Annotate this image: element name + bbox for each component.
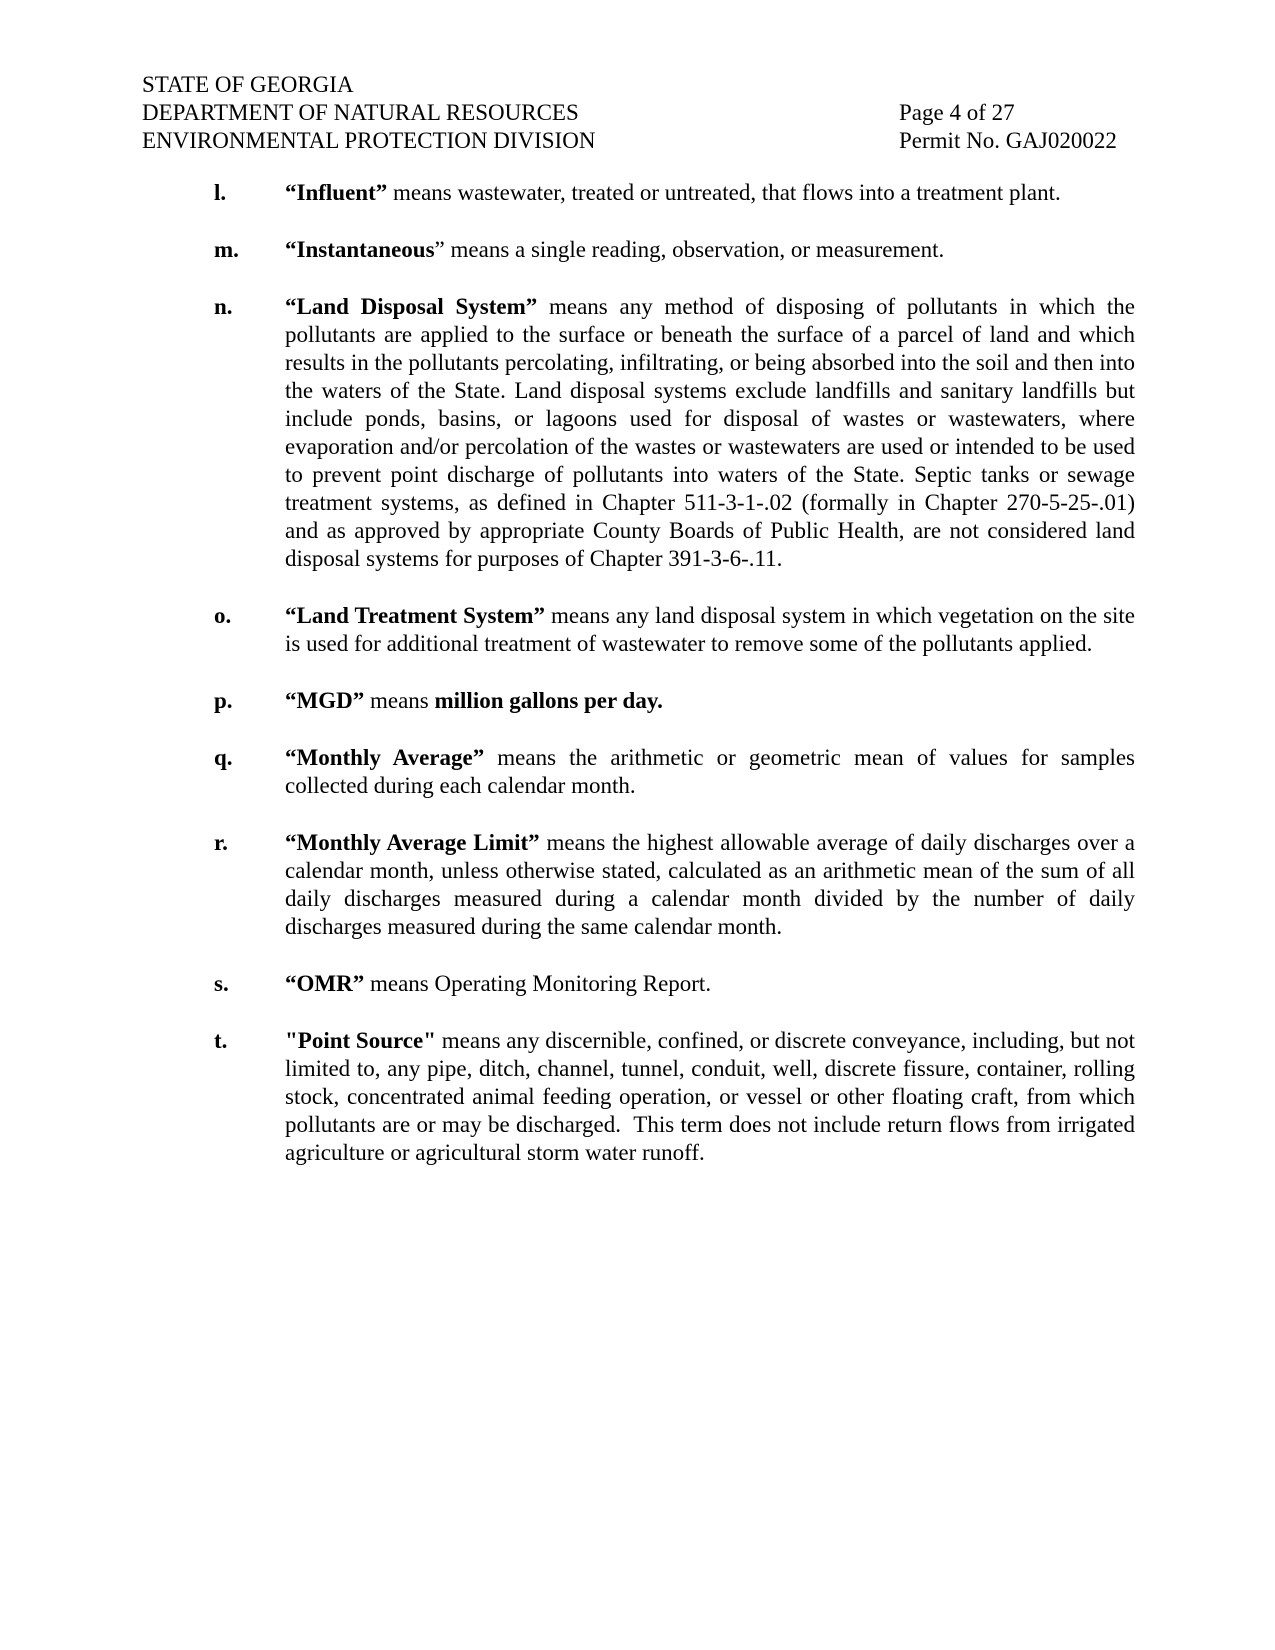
definition-text: “Land Disposal System” means any method of disposing of pollutants in which the pollutants are applied to the surface or beneath the surface of a parcel of land and which results in the pollutants percolating, infiltrating, or being absorbed into the soil and then into the waters of the State. Land disposal systems exclude landfills and sanitary landfills but include ponds, basins, or lagoons used for disposal of wastes or wastewaters, where evaporation and/or percolation of the wastes or wastewaters are used or intended to be used to prevent point discharge of pollutants into waters of the State. Septic tanks or sewage treatment systems, as defined in Chapter 511-3-1-.02 (formally in Chapter 270-5-25-.01) and as approved by appropriate County Boards of Public Health, are not considered land disposal systems for purposes of Chapter 391-3-6-.11. bbox=[285, 294, 1135, 571]
definition-label: s. bbox=[214, 971, 229, 996]
definition-item-p bbox=[214, 687, 1135, 715]
definition-item-r bbox=[214, 829, 1135, 941]
definitions-list bbox=[214, 179, 1135, 1196]
definition-text: "Point Source" means any discernible, confined, or discrete conveyance, including, but not limited to, any pipe, ditch, channel, tunnel, conduit, well, discrete fissure, container, rolling stock, concentrated animal feeding operation, or vessel or other floating craft, from which pollutants are or may be discharged. This term does not include return flows from irrigated agriculture or agricultural storm water runoff. bbox=[285, 1028, 1135, 1165]
definition-item-l bbox=[214, 179, 1135, 207]
definition-label: q. bbox=[214, 745, 233, 770]
header-page-number: Page 4 of 27 bbox=[899, 100, 1015, 125]
definition-item-m bbox=[214, 236, 1135, 264]
header-line-state: STATE OF GEORGIA bbox=[142, 72, 354, 97]
header-page-block bbox=[899, 99, 1117, 155]
definition-text: “Instantaneous” means a single reading, observation, or measurement. bbox=[285, 237, 945, 262]
definition-item-n bbox=[214, 293, 1135, 573]
definition-text: “OMR” means Operating Monitoring Report. bbox=[285, 971, 712, 996]
definition-label: r. bbox=[214, 830, 228, 855]
definition-item-o bbox=[214, 602, 1135, 658]
definition-item-q bbox=[214, 744, 1135, 800]
header-permit-number: Permit No. GAJ020022 bbox=[899, 128, 1117, 153]
definition-text: “Monthly Average Limit” means the highest allowable average of daily discharges over a calendar month, unless otherwise stated, calculated as an arithmetic mean of the sum of all daily discharges measured during a calendar month divided by the number of daily discharges measured during the same calendar month. bbox=[285, 830, 1135, 939]
definition-text: “MGD” means million gallons per day. bbox=[285, 688, 663, 713]
definition-label: t. bbox=[214, 1028, 228, 1053]
definition-label: m. bbox=[214, 237, 239, 262]
definition-text: “Monthly Average” means the arithmetic or geometric mean of values for samples collected during each calendar month. bbox=[285, 745, 1135, 798]
definition-label: l. bbox=[214, 180, 227, 205]
document-header bbox=[142, 71, 1137, 155]
definition-text: “Influent” means wastewater, treated or untreated, that flows into a treatment plant. bbox=[285, 180, 1061, 205]
definition-label: p. bbox=[214, 688, 233, 713]
definition-label: n. bbox=[214, 294, 233, 319]
header-line-department: DEPARTMENT OF NATURAL RESOURCES bbox=[142, 100, 579, 125]
definition-item-t bbox=[214, 1027, 1135, 1167]
definition-label: o. bbox=[214, 603, 232, 628]
definition-item-s bbox=[214, 970, 1135, 998]
header-line-division: ENVIRONMENTAL PROTECTION DIVISION bbox=[142, 128, 596, 153]
definition-text: “Land Treatment System” means any land disposal system in which vegetation on the site is used for additional treatment of wastewater to remove some of the pollutants applied. bbox=[285, 603, 1136, 656]
